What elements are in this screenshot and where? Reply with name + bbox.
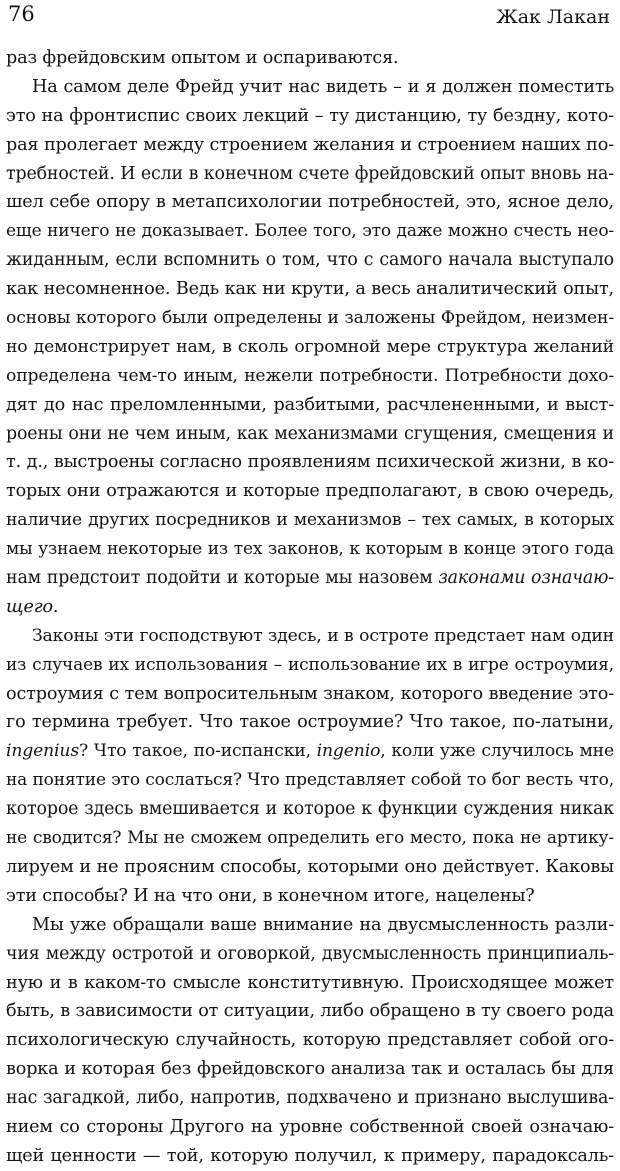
- text-line: лируем и не проясним способы, которыми оно действует. Каковы: [6, 856, 614, 877]
- italic-term: щего: [6, 596, 53, 617]
- text-line: дят до нас преломленными, разбитыми, расчлененными, и выст-: [6, 394, 614, 415]
- text-line: чия между остротой и оговоркой, двусмысленность принципиаль-: [6, 943, 614, 964]
- italic-term: законами означаю-: [438, 568, 614, 589]
- text-line: из случаев их использования – использование их в игре остроумия,: [6, 654, 614, 675]
- text-run: , коли уже случилось мне: [380, 741, 614, 762]
- text-line: мы узнаем некоторые из тех законов, к которым в конце этого года: [6, 539, 614, 560]
- text-line: рая пролегает между строением желания и строением наших по-: [6, 134, 614, 155]
- text-line: [6, 593, 614, 622]
- text-line: ную и в каком-то смысле конститутивную. Происходящее может: [6, 972, 614, 993]
- text-line: жиданным, если вспомнить о том, что с самого начала выступало: [6, 250, 614, 271]
- body-text: [6, 44, 614, 1171]
- text-line: не сводится? Мы не сможем определить его место, пока не артику-: [6, 828, 614, 849]
- text-line: быть, в зависимости от ситуации, либо обращено в ту своего рода: [6, 1001, 614, 1022]
- text-line: но демонстрирует нам, в сколь огромной мере структура желаний: [6, 336, 614, 357]
- text-line: это на фронтиспис своих лекций – ту дистанцию, ту бездну, кото-: [6, 105, 614, 126]
- text-line: раз фрейдовским опытом и оспариваются.: [6, 48, 399, 68]
- text-run: нам предстоит подойти и которые мы назовем: [6, 568, 439, 589]
- paragraph-first-line: Законы эти господствуют здесь, и в остроте предстает нам один: [32, 625, 614, 646]
- text-run: .: [52, 596, 59, 617]
- text-line: определена чем-то иным, нежели потребности. Потребности дохо-: [6, 365, 614, 386]
- text-line: остроумия с тем вопросительным знаком, которого введение это-: [6, 683, 614, 704]
- text-line: психологическую случайность, которую представляет собой ого-: [6, 1030, 614, 1051]
- text-line: нас загадкой, либо, напротив, подхвачено и признано выслушива-: [6, 1088, 614, 1109]
- text-line: ворка и которая без фрейдовского анализа так и осталась бы для: [6, 1059, 614, 1080]
- text-line: шел себе опору в метапсихологии потребностей, это, ясное дело,: [6, 192, 614, 213]
- running-title: Жак Лакан: [496, 6, 610, 28]
- page-header: [0, 0, 620, 38]
- text-line: на понятие это сослаться? Что представляет собой то бог весть что,: [6, 770, 614, 791]
- italic-term: ingenius: [6, 741, 79, 762]
- page-number: 76: [8, 2, 35, 26]
- text-line: нием со стороны Другого на уровне собственной своей означаю-: [6, 1116, 614, 1137]
- text-line: [6, 737, 614, 766]
- paragraph-first-line: Мы уже обращали ваше внимание на двусмысленность разли-: [32, 914, 614, 935]
- text-line: торых они отражаются и которые предполагают, в свою очередь,: [6, 481, 614, 502]
- text-line: [6, 564, 614, 593]
- text-line: эти способы? И на что они, в конечном итоге, нацелены?: [6, 885, 535, 906]
- text-line: еще ничего не доказывает. Более того, это даже можно счесть нео-: [6, 221, 614, 242]
- text-line: наличие других посредников и механизмов – тех самых, в которых: [6, 510, 614, 531]
- text-line: основы которого были определены и заложены Фрейдом, неизмен-: [6, 308, 614, 329]
- text-line: роены они не чем иным, как механизмами сгущения, смещения и: [6, 423, 614, 444]
- text-run: ? Что такое, по-испански,: [79, 741, 317, 762]
- text-line: как несомненное. Ведь как ни крути, а весь аналитический опыт,: [6, 279, 614, 300]
- italic-term: ingenio: [316, 741, 381, 762]
- text-line: т. д., выстроены согласно проявлениям психической жизни, в ко-: [6, 452, 614, 473]
- text-line: требностей. И если в конечном счете фрейдовский опыт вновь на-: [6, 163, 614, 184]
- text-line: го термина требует. Что такое остроумие? Что такое, по-латыни,: [6, 712, 614, 733]
- text-line: которое здесь вмешивается и которое к функции суждения никак: [6, 799, 614, 820]
- text-line: щей ценности — той, которую получил, к примеру, парадоксаль-: [6, 1145, 614, 1166]
- paragraph-first-line: На самом деле Фрейд учит нас видеть – и я должен поместить: [32, 76, 614, 97]
